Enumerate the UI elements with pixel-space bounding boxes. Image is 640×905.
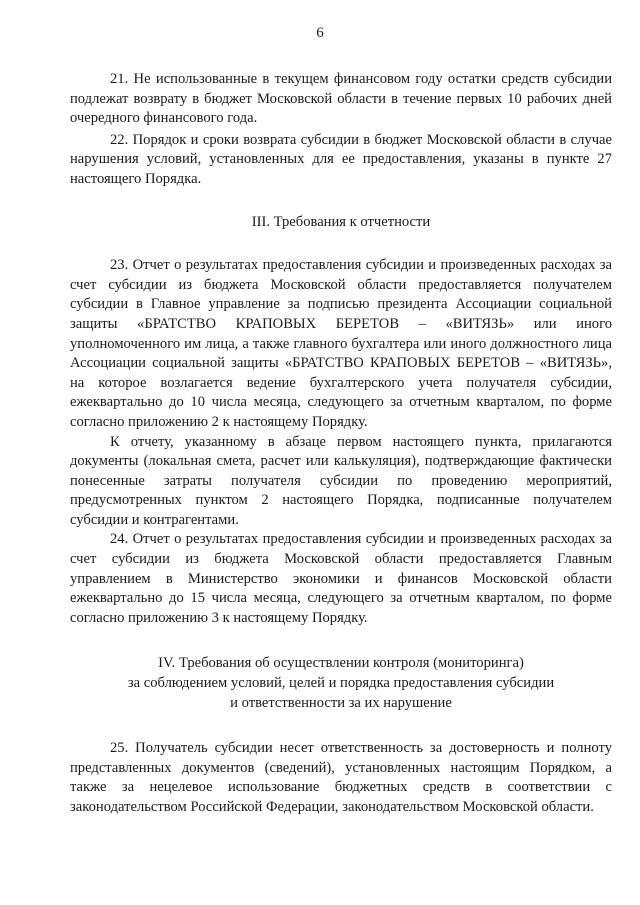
section-heading-4-line-2: за соблюдением условий, целей и порядка предоставления субсидии — [127, 675, 555, 692]
page-number: 6 — [316, 25, 324, 41]
paragraph-24: 24. Отчет о результатах предоставления субсидии и произведенных расходах за счет субсидии из бюджета Московской области предоставляется Главным управлением в Министерство экономики и финансов Московской области ежеквартально до 15 числа месяца, следующего за отчетным кварталом, по форме согласно приложению 3 к настоящему Порядку. — [70, 531, 612, 626]
spacer — [70, 232, 612, 256]
section-heading-4-line-1: IV. Требования об осуществлении контроля (мониторинга) — [158, 655, 524, 672]
paragraph-23: 23. Отчет о результатах предоставления субсидии и произведенных расходах за счет субсидии из бюджета Московской области предоставляется получателем субсидии в Главное управление за подписью президента Ассоциации социальной защиты «БРАТСТВО КРАПОВЫХ БЕРЕТОВ – «ВИТЯЗЬ» или иного уполномоченного им лица, а также главного бухгалтера или иного должностного лица Ассоциации социальной защиты «БРАТСТВО КРАПОВЫХ БЕРЕТОВ – «ВИТЯЗЬ», на которое возлагается ведение бухгалтерского учета получателя субсидии, ежеквартально до 10 числа месяца, следующего за отчетным кварталом, по форме согласно приложению 2 к настоящему Порядку. — [70, 257, 612, 430]
spacer — [70, 190, 612, 213]
spacer — [70, 713, 612, 739]
paragraph-25: 25. Получатель субсидии несет ответственность за достоверность и полноту представленных документов (сведений), установленных настоящим Порядком, а также за нецелевое использование бюджетных средств в соответствии с законодательством Российской Федерации, законодательством Московской области. — [70, 740, 612, 815]
paragraph-21: 21. Не использованные в текущем финансовом году остатки средств субсидии подлежат возврату в бюджет Московской области в течение первых 10 рабочих дней очередного финансового года. — [70, 71, 612, 127]
document-body — [70, 70, 612, 818]
paragraph-22: 22. Порядок и сроки возврата субсидии в бюджет Московской области в случае нарушения условий, установленных для ее предоставления, указаны в пункте 27 настоящего Порядка. — [70, 131, 612, 187]
section-heading-3 — [70, 213, 612, 233]
section-heading-3-line: III. Требования к отчетности — [251, 213, 431, 230]
section-heading-4 — [70, 654, 612, 713]
section-heading-4-line-3: и ответственности за их нарушение — [230, 694, 452, 711]
paragraph-23-attachment: К отчету, указанному в абзаце первом настоящего пункта, прилагаются документы (локальная смета, расчет или калькуляция), подтверждающие фактически понесенные затраты получателя субсидии по проведению мероприятий, предусмотренных пунктом 2 настоящего Порядка, подписанные получателем субсидии и контрагентами. — [70, 433, 612, 528]
spacer — [70, 628, 612, 654]
